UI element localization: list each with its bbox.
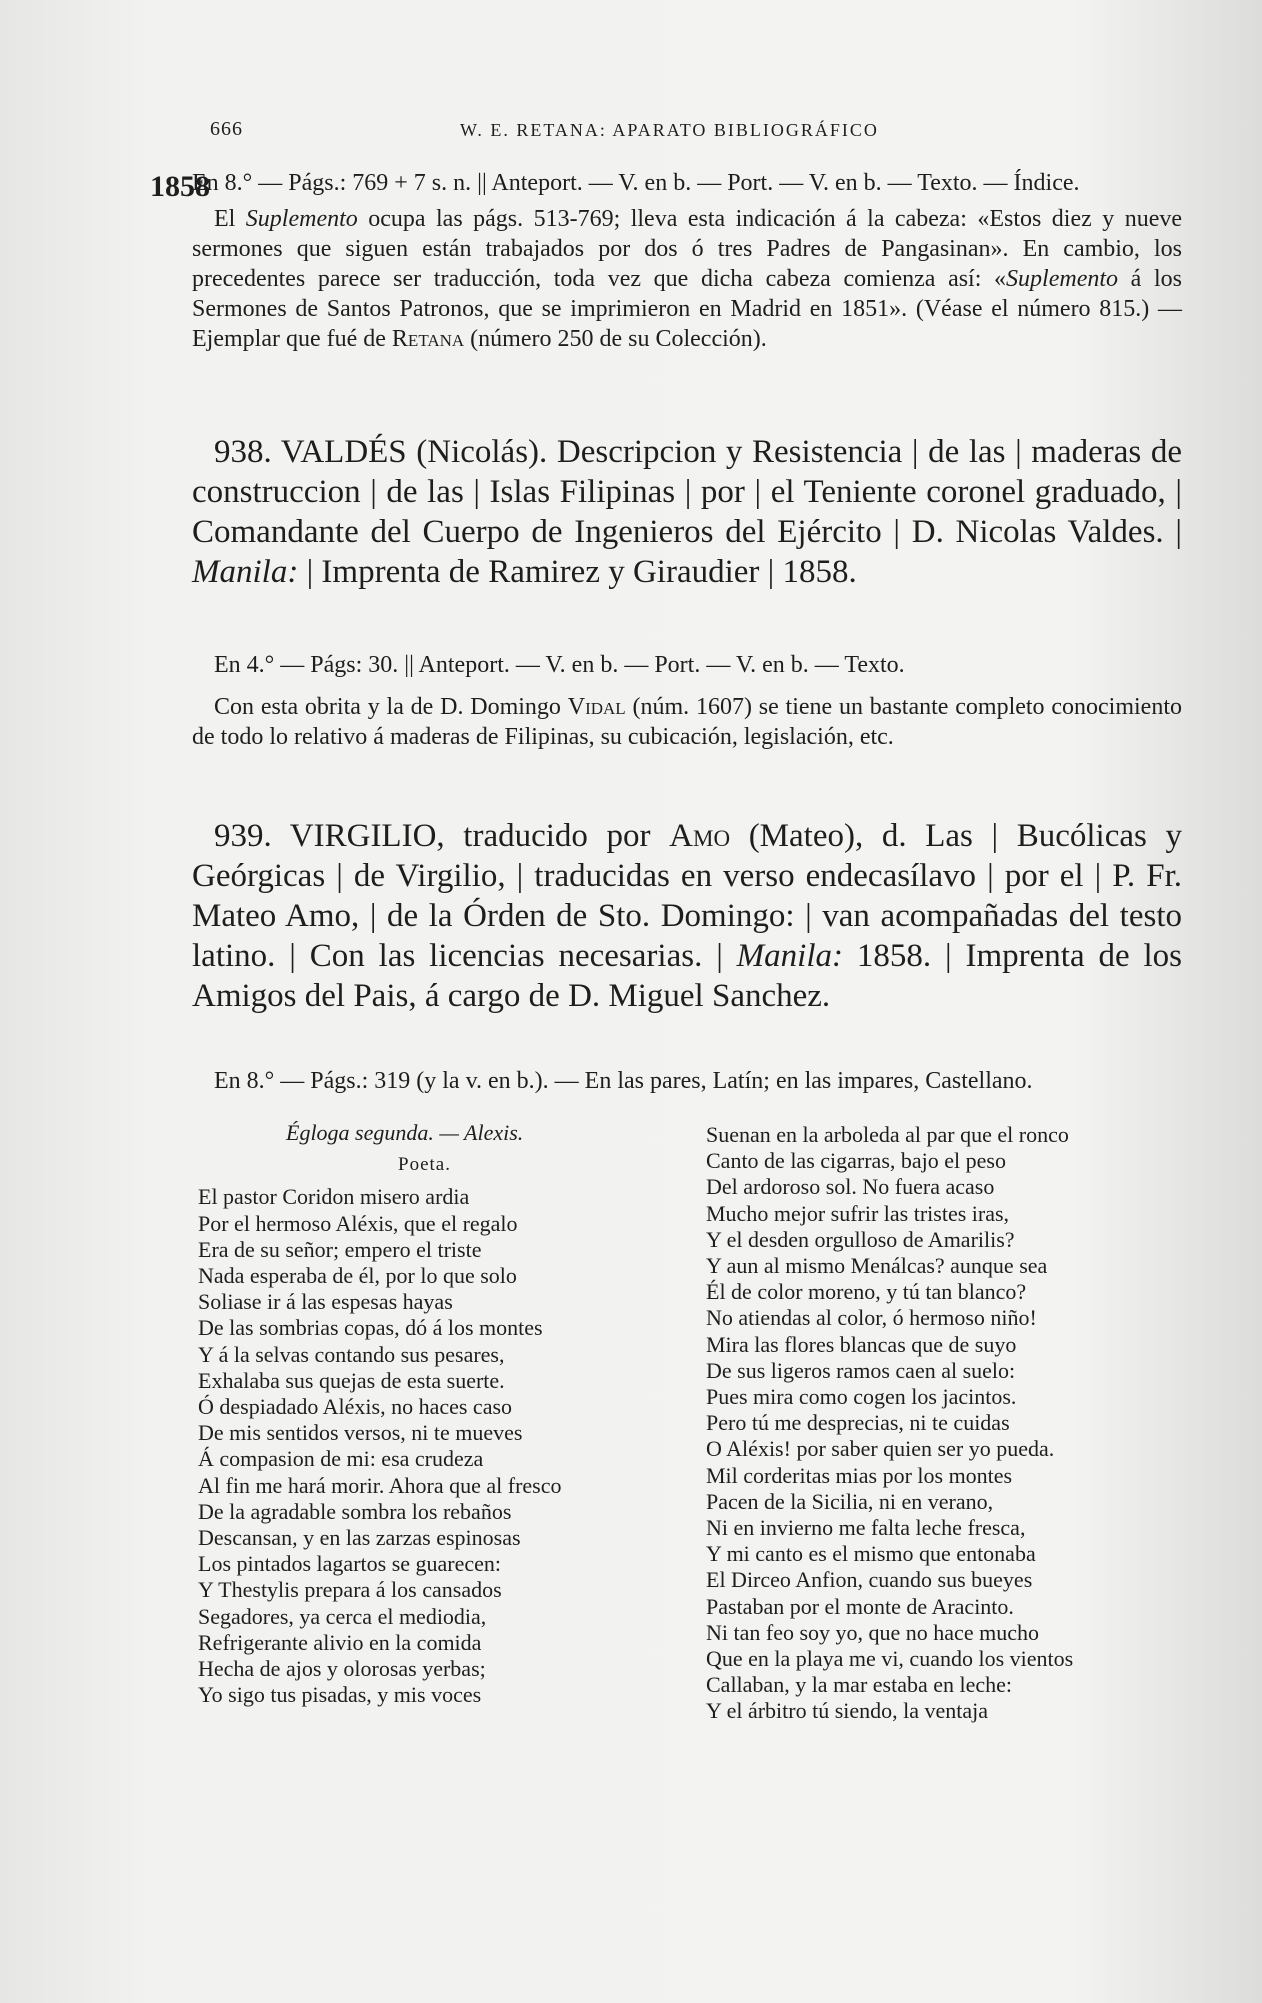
poem-line: Y mi canto es el mismo que entonaba bbox=[706, 1541, 1036, 1567]
poem-line: Canto de las cigarras, bajo el peso bbox=[706, 1148, 1006, 1174]
entry-938-title bbox=[192, 432, 1182, 592]
entry-939 bbox=[192, 816, 1182, 1016]
note-text: Con esta obrita y la de D. Domingo bbox=[214, 694, 568, 720]
poem-line: El Dirceo Anfion, cuando sus bueyes bbox=[706, 1567, 1033, 1593]
poem-line: Él de color moreno, y tú tan blanco? bbox=[706, 1279, 1027, 1305]
poem-line: Que en la playa me vi, cuando los vientos bbox=[706, 1646, 1074, 1672]
poem-right-column bbox=[706, 1122, 1073, 1725]
margin-year: 1858 bbox=[150, 170, 210, 203]
poem-line: Ni en invierno me falta leche fresca, bbox=[706, 1515, 1026, 1541]
poem-line: De la agradable sombra los rebaños bbox=[198, 1498, 512, 1524]
poem-speaker: Poeta. bbox=[398, 1154, 451, 1176]
poem-line: El pastor Coridon misero ardia bbox=[198, 1184, 470, 1210]
entry-938-note bbox=[192, 692, 1182, 752]
poem-line: Mil corderitas mias por los montes bbox=[706, 1462, 1013, 1488]
note-italic: Suplemento bbox=[1006, 266, 1119, 292]
poem-line: Y aun al mismo Menálcas? aunque sea bbox=[706, 1253, 1048, 1279]
entry-text: | Imprenta de Ramirez y Giraudier | 1858. bbox=[298, 554, 857, 590]
previous-entry-note bbox=[192, 204, 1182, 354]
note-smallcaps: Retana bbox=[391, 326, 465, 352]
poem-line: Mira las flores blancas que de suyo bbox=[706, 1331, 1017, 1357]
poem-line: O Aléxis! por saber quien ser yo pueda. bbox=[706, 1436, 1055, 1462]
poem-line: Exhalaba sus quejas de esta suerte. bbox=[198, 1367, 505, 1393]
poem-line: Al fin me hará morir. Ahora que al fresco bbox=[198, 1472, 562, 1498]
poem-line: Pastaban por el monte de Aracinto. bbox=[706, 1593, 1014, 1619]
entry-939-title bbox=[192, 816, 1182, 1016]
poem-line: Los pintados lagartos se guarecen: bbox=[198, 1551, 502, 1577]
poem-line: Mucho mejor sufrir las tristes iras, bbox=[706, 1200, 1010, 1226]
poem-line: Pues mira como cogen los jacintos. bbox=[706, 1384, 1017, 1410]
poem-line: De las sombrias copas, dó á los montes bbox=[198, 1315, 543, 1341]
entry-938 bbox=[192, 432, 1182, 592]
poem-line: Callaban, y la mar estaba en leche: bbox=[706, 1672, 1013, 1698]
note-text: (número 250 de su Colección). bbox=[464, 326, 767, 352]
poem-line: No atiendas al color, ó hermoso niño! bbox=[706, 1305, 1037, 1331]
note-smallcaps: Vidal bbox=[567, 694, 626, 720]
entry-938-collation: En 4.° — Págs: 30. || Anteport. — V. en b. — Port. — V. en b. — Texto. bbox=[214, 652, 905, 678]
poem-line: Y el árbitro tú siendo, la ventaja bbox=[706, 1698, 989, 1724]
entry-939-collation: En 8.° — Págs.: 319 (y la v. en b.). — En las pares, Latín; en las impares, Castellano. bbox=[214, 1068, 1033, 1094]
poem-line: Y Thestylis prepara á los cansados bbox=[198, 1577, 502, 1603]
poem-line: Y el desden orgulloso de Amarilis? bbox=[706, 1226, 1015, 1252]
entry-text: 938. VALDÉS (Nicolás). Descripcion y Resistencia | de las | maderas de construccion | de las | Islas Filipinas | por | el Teniente coronel graduado, | Comandante del Cuerpo de Ingenieros del Ejército | D. Nicolas Valdes. | bbox=[192, 434, 1182, 550]
page-number: 666 bbox=[210, 118, 243, 140]
poem-line: Ó despiadado Aléxis, no haces caso bbox=[198, 1394, 513, 1420]
entry-text: 1858. | Imprenta de los Amigos del Pais, á cargo de D. Miguel Sanchez. bbox=[192, 938, 1182, 1014]
poem-line: De mis sentidos versos, ni te mueves bbox=[198, 1420, 523, 1446]
previous-entry-collation: En 8.° — Págs.: 769 + 7 s. n. || Anteport. — V. en b. — Port. — V. en b. — Texto. — Índice. bbox=[192, 170, 1080, 196]
poem-line: Suenan en la arboleda al par que el ronco bbox=[706, 1122, 1069, 1147]
poem-line: Y á la selvas contando sus pesares, bbox=[198, 1341, 505, 1367]
note-text: ocupa las págs. 513-769; lleva esta indicación á la cabeza: «Estos diez y nueve sermones que siguen están trabajados por dos ó tres Padres de Pangasinan». En cambio, los precedentes parece ser traducción, toda vez que dicha cabeza comienza así: « bbox=[192, 206, 1183, 292]
poem-line: Hecha de ajos y olorosas yerbas; bbox=[198, 1656, 486, 1682]
poem-line: De sus ligeros ramos caen al suelo: bbox=[706, 1357, 1016, 1383]
poem-line: Pero tú me desprecias, ni te cuidas bbox=[706, 1410, 1010, 1436]
poem-line: Nada esperaba de él, por lo que solo bbox=[198, 1263, 517, 1289]
entry-text: (Mateo), d. Las | Bucólicas y Geórgicas | de Virgilio, | traducidas en verso endecasílavo | por el | P. Fr. Mateo Amo, | de la Órden de Sto. Domingo: | van acompañadas del testo latino. | Con las licencias necesarias. | bbox=[192, 818, 1182, 974]
poem-line: Del ardoroso sol. No fuera acaso bbox=[706, 1174, 995, 1200]
entry-italic: Manila: bbox=[736, 938, 843, 974]
running-title: W. E. RETANA: APARATO BIBLIOGRÁFICO bbox=[460, 120, 879, 140]
note-italic: Suplemento bbox=[245, 206, 358, 232]
poem-title: Égloga segunda. — Alexis. bbox=[286, 1120, 524, 1145]
entry-text: 939. VIRGILIO, traducido por bbox=[214, 818, 670, 854]
poem-line: Refrigerante alivio en la comida bbox=[198, 1629, 482, 1655]
poem-left-column bbox=[198, 1120, 561, 1708]
poem-line: Era de su señor; empero el triste bbox=[198, 1236, 482, 1262]
note-text: á los Sermones de Santos Patronos, que se imprimieron en Madrid en 1851». (Véase el número 815.) — Ejemplar que fué de bbox=[192, 266, 1182, 352]
note-text: (núm. 1607) se tiene un bastante completo conocimiento de todo lo relativo á maderas de Filipinas, su cubicación, legislación, etc. bbox=[192, 694, 1182, 750]
poem-line: Descansan, y en las zarzas espinosas bbox=[198, 1525, 521, 1551]
poem-line: Soliase ir á las espesas hayas bbox=[198, 1289, 453, 1315]
poem-line: Segadores, ya cerca el mediodia, bbox=[198, 1603, 487, 1629]
poem-line: Pacen de la Sicilia, ni en verano, bbox=[706, 1488, 994, 1514]
entry-smallcaps: Amo bbox=[669, 818, 731, 854]
entry-italic: Manila: bbox=[192, 554, 299, 590]
poem-line: Ni tan feo soy yo, que no hace mucho bbox=[706, 1619, 1039, 1645]
entry-939-details bbox=[192, 1066, 1182, 1096]
poem-line: Á compasion de mi: esa crudeza bbox=[198, 1446, 484, 1472]
poem-line: Yo sigo tus pisadas, y mis voces bbox=[198, 1682, 482, 1708]
previous-entry bbox=[192, 168, 1182, 354]
entry-938-details bbox=[192, 650, 1182, 752]
poem-line: Por el hermoso Aléxis, que el regalo bbox=[198, 1210, 518, 1236]
note-text: El bbox=[214, 206, 246, 232]
